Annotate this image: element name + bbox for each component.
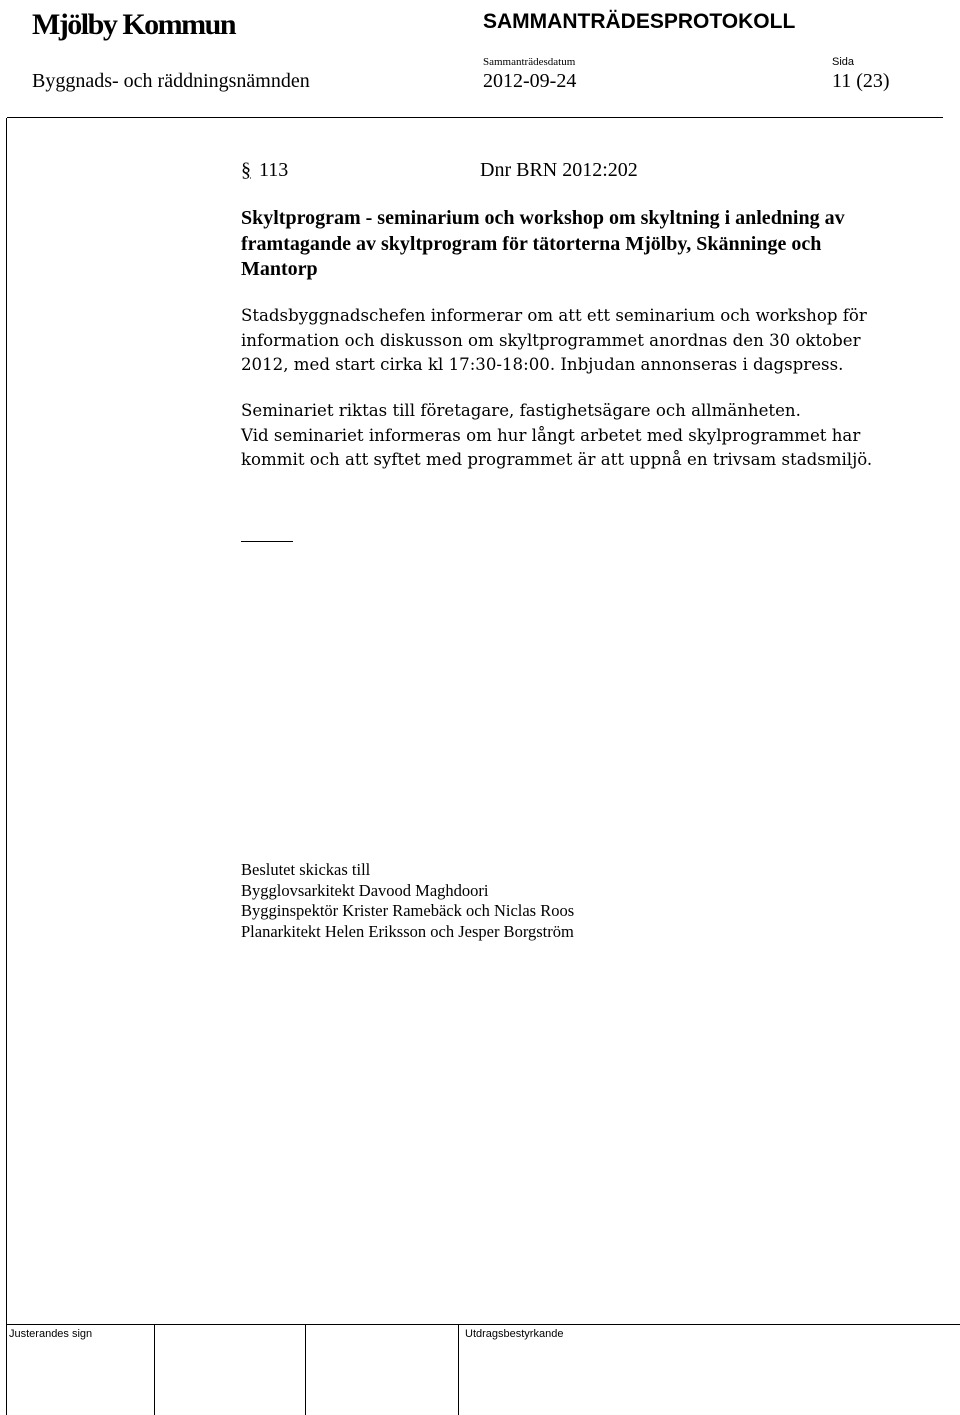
distribution-recipient: Bygginspektör Krister Ramebäck och Niclas Roos bbox=[241, 901, 575, 921]
text-line: 2012, med start cirka kl 17:30-18:00. Inbjudan annonseras i dagspress. bbox=[241, 355, 844, 374]
paragraph-number: 113 bbox=[259, 159, 289, 181]
text-line: kommit och att syftet med programmet är att uppnå en trivsam stadsmiljö. bbox=[241, 450, 873, 469]
paragraph-sign: § bbox=[241, 159, 251, 181]
signature-box-divider bbox=[154, 1325, 155, 1415]
certifier-label: Utdragsbestyrkande bbox=[465, 1328, 564, 1340]
text-line: Stadsbyggnadschefen informerar om att ett seminarium och workshop för bbox=[241, 306, 867, 325]
case-title-line: Mantorp bbox=[241, 258, 318, 280]
document-type-title: SAMMANTRÄDESPROTOKOLL bbox=[483, 10, 796, 33]
text-line: Seminariet riktas till företagare, fastighetsägare och allmänheten. bbox=[241, 401, 801, 420]
case-title bbox=[241, 206, 845, 283]
case-title-line: Skyltprogram - seminarium och workshop om skyltning i anledning av bbox=[241, 207, 845, 229]
organization-name: Mjölby Kommun bbox=[32, 8, 236, 41]
distribution-recipient: Planarkitekt Helen Eriksson och Jesper Borgström bbox=[241, 921, 574, 941]
text-line: Vid seminariet informeras om hur långt arbetet med skylprogrammet har bbox=[241, 425, 861, 445]
paragraph-audience bbox=[241, 399, 872, 473]
distribution-heading: Beslutet skickas till bbox=[241, 860, 371, 879]
diary-number: Dnr BRN 2012:202 bbox=[480, 159, 638, 181]
page-label: Sida bbox=[832, 56, 855, 68]
left-margin-line bbox=[6, 118, 7, 1415]
text-line: information och diskusson om skyltprogrammet anordnas den 30 oktober bbox=[241, 330, 861, 350]
distribution-recipient: Bygglovsarkitekt Davood Maghdoori bbox=[241, 880, 489, 900]
case-title-line: framtagande av skyltprogram för tätorterna Mjölby, Skänninge och bbox=[241, 232, 822, 255]
page-number: 11 (23) bbox=[832, 70, 890, 92]
paragraph-heading bbox=[241, 159, 288, 182]
header-divider bbox=[7, 117, 943, 118]
paragraph-information bbox=[241, 304, 867, 378]
committee-name: Byggnads- och räddningsnämnden bbox=[32, 70, 310, 92]
section-end-rule bbox=[241, 541, 293, 542]
meeting-date-label: Sammanträdesdatum bbox=[483, 56, 576, 68]
distribution-list bbox=[241, 860, 574, 942]
adjuster-signature-label: Justerandes sign bbox=[9, 1328, 93, 1340]
signature-box-divider bbox=[305, 1325, 306, 1415]
footer-divider bbox=[7, 1324, 960, 1325]
signature-box-divider bbox=[458, 1325, 459, 1415]
meeting-date: 2012-09-24 bbox=[483, 70, 577, 92]
